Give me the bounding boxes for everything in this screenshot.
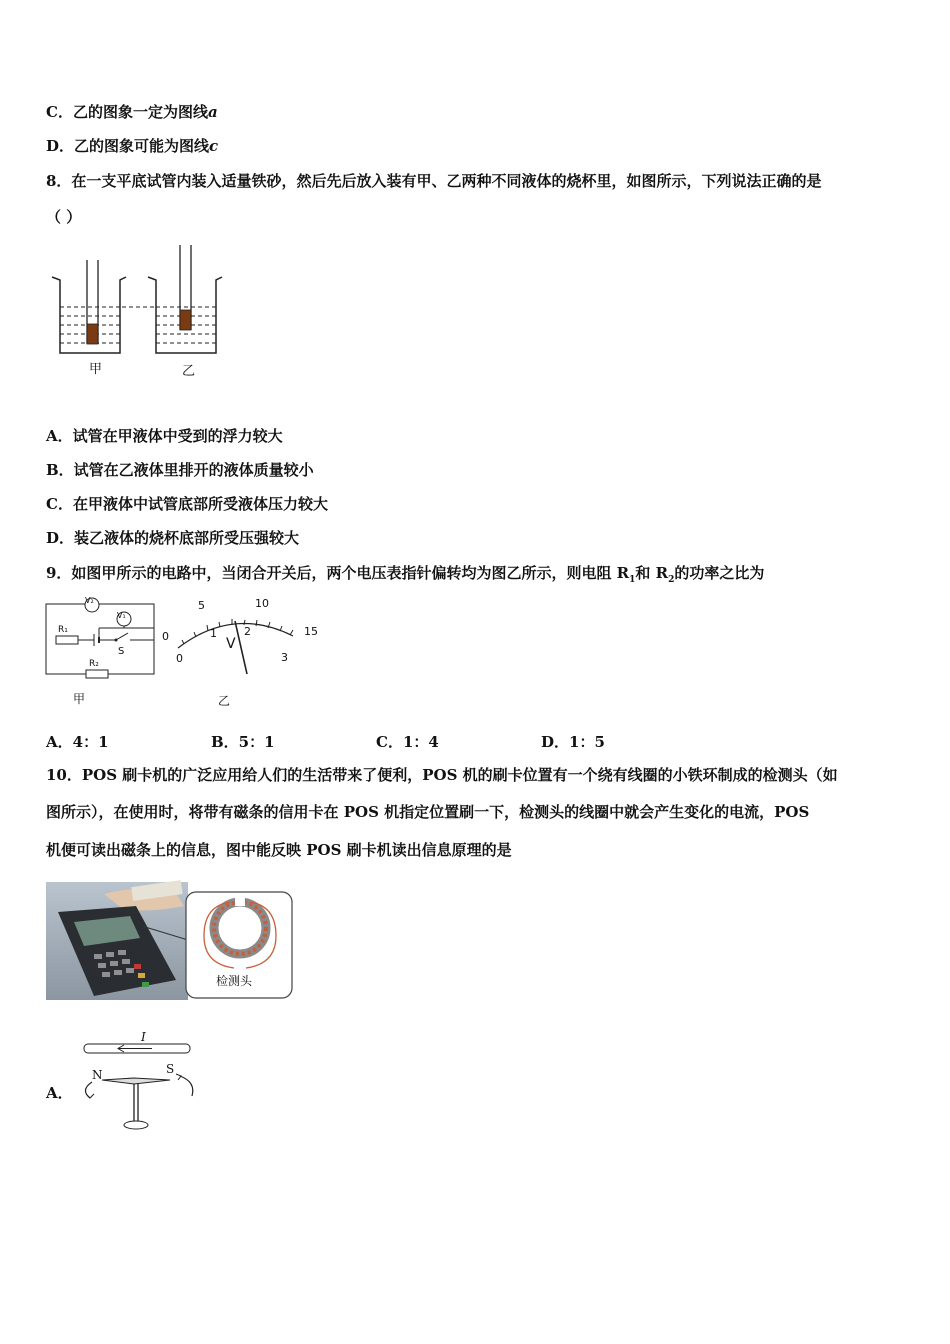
meter-inner-tick-3: 3 [281,651,288,664]
q10-stem-line3: 机便可读出磁条上的信息，图中能反映 POS 刷卡机读出信息原理的是 [46,841,512,859]
q9-sub2: 2 [668,575,675,585]
q7-option-d-var: c [209,137,219,155]
compass-south-label: S [166,1062,175,1076]
q7-option-c-text: C．乙的图象一定为图线 [46,103,208,121]
q9-sub1: 1 [629,575,636,585]
q9-stem-pre: 9．如图甲所示的电路中，当闭合开关后，两个电压表指针偏转均为图乙所示，则电阻 R [46,564,630,582]
circuit-r2-label: R₂ [89,659,99,669]
q8-stem-line1: 8．在一支平底试管内装入适量铁砂，然后先后放入装有甲、乙两种不同液体的烧杯里，如图所示，下列说法正确的是 [46,172,822,190]
q10-stem-line1: 10．POS 刷卡机的广泛应用给人们的生活带来了便利，POS 机的刷卡位置有一个绕有线圈的小铁环制成的检测头（如 [46,766,838,784]
wire-current-label: I [141,1030,146,1044]
meter-outer-tick-10: 10 [255,597,269,610]
detector-label: 检测头 [216,974,253,988]
meter-symbol: V [226,636,236,652]
q9-option-c: C．1：4 [376,733,439,751]
circuit-svg [44,596,160,708]
q10-stem-line2: 图所示），在使用时，将带有磁条的信用卡在 POS 机指定位置刷一下，检测头的线圈中就会产生变化的电流，POS [46,803,810,821]
compass-north-label: N [92,1068,103,1082]
meter-inner-tick-0: 0 [176,652,183,665]
q7-option-d [46,136,218,156]
q9-option-d: D．1：5 [541,733,605,751]
q9-circuit-figure [44,596,160,708]
q9-stem [46,563,764,590]
q8-beaker-figure [44,240,234,380]
q7-option-d-text: D．乙的图象可能为图线 [46,137,210,155]
q8-option-c: C．在甲液体中试管底部所受液体压力较大 [46,495,328,513]
q10-option-a-figure [74,1028,204,1134]
q8-option-a: A．试管在甲液体中受到的浮力较大 [46,427,283,445]
meter-caption: 乙 [218,694,231,708]
meter-outer-tick-5: 5 [198,599,205,612]
meter-inner-tick-1: 1 [210,627,217,640]
q8-option-b: B．试管在乙液体里排开的液体质量较小 [46,461,314,479]
q10-pos-figure [44,876,296,1002]
q9-stem-post: 的功率之比为 [674,564,765,582]
circuit-caption: 甲 [73,692,86,706]
q9-stem-mid: 和 R [635,564,669,582]
q8-option-d: D．装乙液体的烧杯底部所受压强较大 [46,529,300,547]
beaker-label-a: 甲 [89,362,103,377]
circuit-switch-label: S [118,646,125,657]
q10-option-a-label: A． [46,1084,73,1102]
q7-option-c [46,102,218,122]
q9-option-a: A．4：1 [46,733,109,751]
beaker-label-b: 乙 [182,364,196,379]
circuit-v1-label: V₁ [117,611,126,620]
circuit-r1-label: R₁ [58,625,68,635]
circuit-v2-label: V₂ [85,596,94,605]
meter-outer-tick-15: 15 [304,625,318,638]
q7-option-c-var: a [207,103,218,121]
q9-option-b: B．5：1 [211,733,275,751]
q8-stem-line2: （ ） [46,208,82,226]
pos-photo-svg [44,876,296,1002]
meter-outer-tick-0: 0 [162,630,169,643]
beakers-svg [44,240,234,380]
meter-inner-tick-2: 2 [244,625,251,638]
q9-meter-figure [158,594,318,710]
